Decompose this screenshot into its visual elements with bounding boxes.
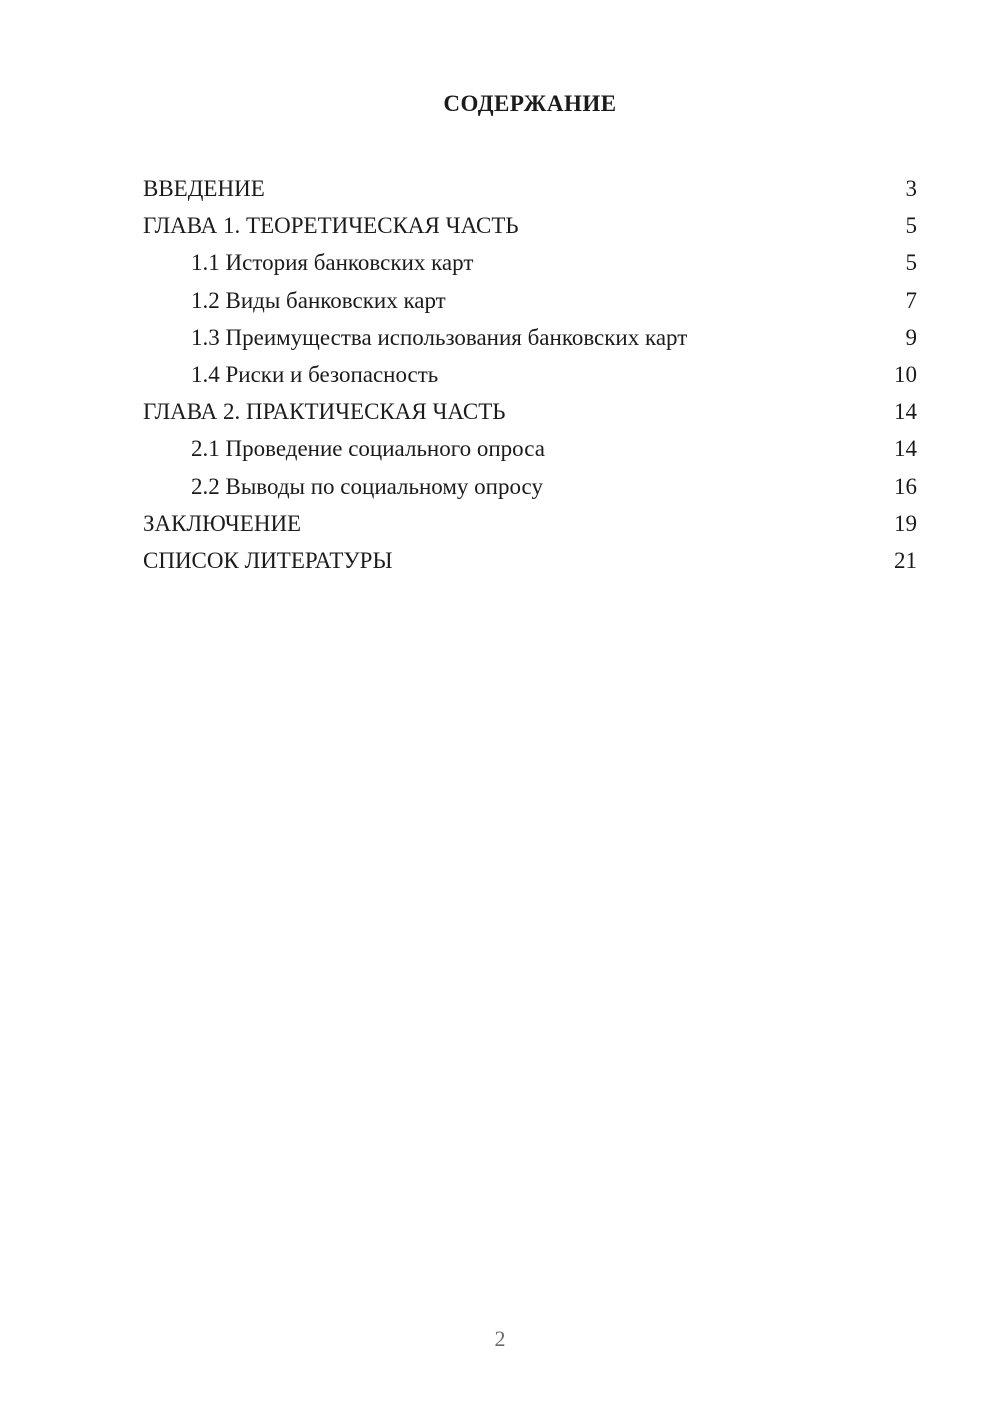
toc-entry-page: 19 [894,510,917,536]
footer-page-number: 2 [494,1326,506,1351]
toc-list [143,170,917,579]
toc-entry-page: 7 [905,287,917,313]
toc-row [143,170,917,207]
toc-entry-label: 1.4 Риски и безопасность [191,362,439,388]
toc-row [143,430,917,467]
toc-row [143,319,917,356]
toc-entry-page: 14 [894,399,917,425]
toc-entry-page: 21 [894,548,917,574]
toc-entry-label: ЗАКЛЮЧЕНИЕ [143,510,302,536]
toc-entry-label: ГЛАВА 1. ТЕОРЕТИЧЕСКАЯ ЧАСТЬ [143,213,519,239]
toc-entry-page: 3 [905,176,917,201]
toc-entry-label: ВВЕДЕНИЕ [143,176,265,201]
toc-entry-label: 1.3 Преимущества использования банковских карт [191,324,688,350]
toc-row [143,542,917,579]
toc-entry-page: 16 [894,473,917,499]
toc-entry-label: 2.2 Выводы по социальному опросу [191,473,543,499]
toc-entry-page: 14 [894,436,917,462]
toc-entry-label: 1.1 История банковских карт [191,250,474,276]
toc-entry-page: 5 [905,250,917,276]
toc-entry-label: 2.1 Проведение социального опроса [191,436,545,462]
toc-entry-label: ГЛАВА 2. ПРАКТИЧЕСКАЯ ЧАСТЬ [143,399,506,425]
toc-entry-page: 9 [905,324,917,350]
toc-row [143,356,917,393]
toc-row [143,393,917,430]
toc-row [143,505,917,542]
toc-row [143,244,917,281]
page-title: СОДЕРЖАНИЕ [443,91,617,116]
toc-row [143,207,917,244]
toc-entry-label: СПИСОК ЛИТЕРАТУРЫ [143,548,393,574]
toc-row [143,282,917,319]
toc-entry-page: 5 [905,213,917,239]
toc-entry-page: 10 [894,362,917,388]
toc-entry-label: 1.2 Виды банковских карт [191,287,446,313]
toc-row [143,468,917,505]
